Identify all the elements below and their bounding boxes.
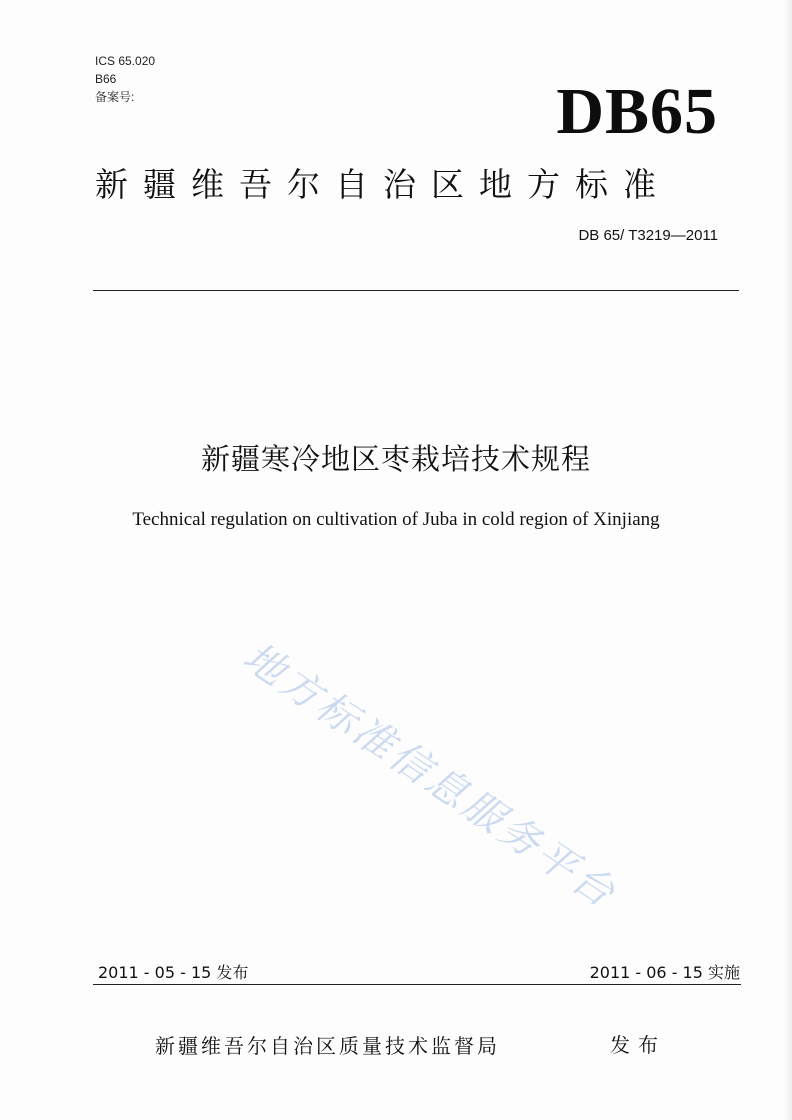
document-title-chinese: 新疆寒冷地区枣栽培技术规程 [200, 442, 591, 476]
bottom-divider [93, 984, 741, 985]
filing-number-label: 备案号: [95, 90, 135, 104]
ics-code: ICS 65.020 [95, 54, 156, 68]
standard-type-heading: 新疆维吾尔自治区地方标准 [95, 165, 671, 204]
ccs-code: B66 [95, 72, 117, 86]
top-divider [93, 290, 739, 291]
issue-label: 发布 [610, 1033, 666, 1057]
standard-code-logo: DB65 [556, 75, 718, 148]
scan-edge-shadow [784, 0, 792, 1120]
document-title-english: Technical regulation on cultivation of Juba in cold region of Xinjiang [132, 509, 660, 530]
issue-date: 2011 - 05 - 15 发布 [98, 963, 249, 982]
watermark-text: 地方标准信息服务平台 [234, 633, 626, 919]
implementation-date: 2011 - 06 - 15 实施 [589, 963, 740, 982]
issuing-authority: 新疆维吾尔自治区质量技术监督局 [155, 1034, 500, 1058]
standard-number: DB 65/ T3219—2011 [578, 227, 718, 244]
